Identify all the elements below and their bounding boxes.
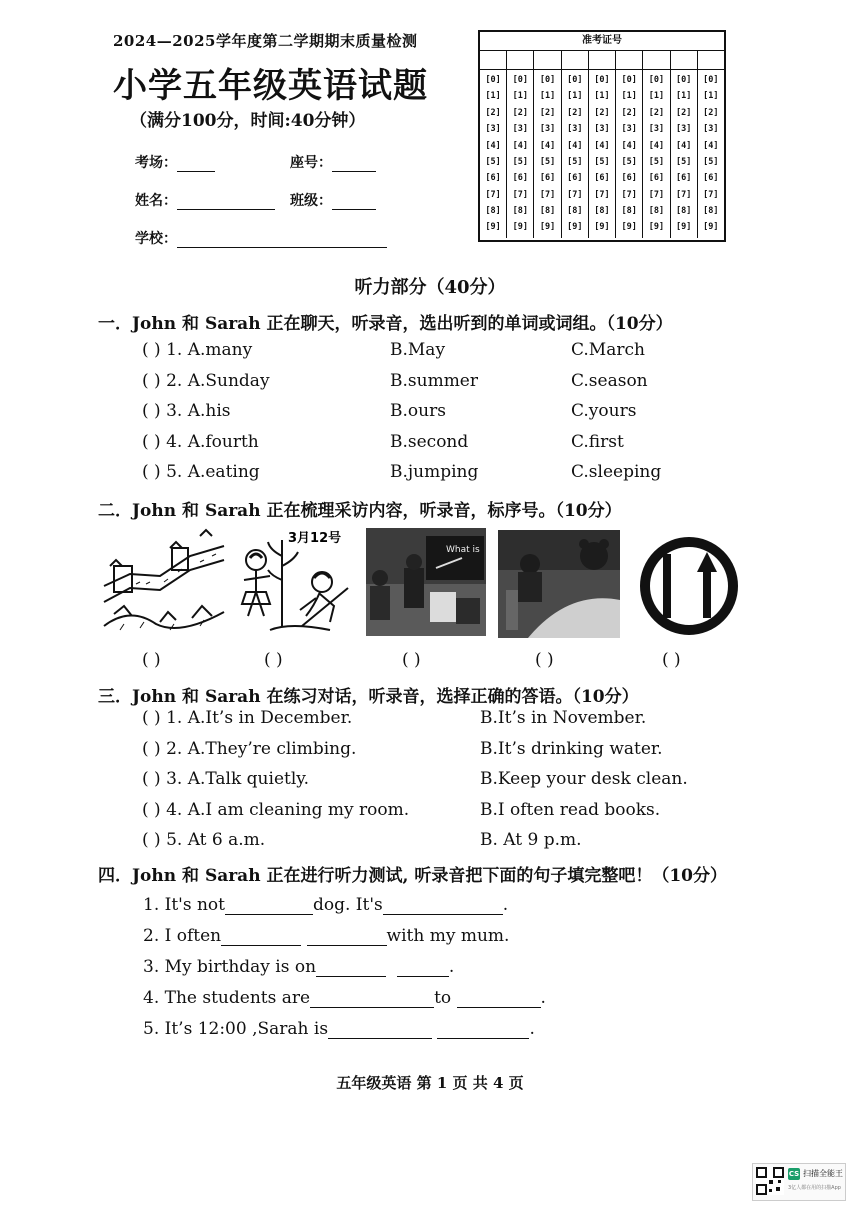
name-field[interactable] — [135, 190, 275, 210]
section1-title: 一．John 和 Sarah 正在聊天，听录音，选出听到的单词或词组。（10分） — [98, 314, 673, 334]
digit-bubble[interactable]: [8] — [512, 206, 528, 217]
fill-4-blank-2[interactable] — [457, 993, 541, 1008]
digit-bubble[interactable]: [4] — [567, 140, 583, 151]
digit-bubble[interactable]: [8] — [621, 206, 637, 217]
section1-option-c-3: C.yours — [571, 401, 637, 421]
digit-bubble[interactable]: [2] — [512, 107, 528, 118]
digit-bubble[interactable]: [8] — [648, 206, 665, 217]
digit-bubble[interactable]: [5] — [621, 156, 637, 167]
digit-bubble[interactable]: [0] — [567, 74, 583, 85]
digit-bubble[interactable]: [2] — [648, 107, 665, 118]
exam-id-column[interactable] — [534, 70, 561, 238]
digit-bubble[interactable]: [5] — [567, 156, 583, 167]
exam-id-grid[interactable] — [478, 30, 726, 242]
exam-id-boxes — [480, 51, 724, 70]
fill-1-text-a: 1. It's not — [143, 895, 225, 915]
fill-sentence-4[interactable] — [143, 988, 546, 1008]
digit-bubble[interactable]: [4] — [512, 140, 528, 151]
digit-bubble[interactable]: [3] — [594, 124, 610, 135]
digit-bubble[interactable]: [3] — [485, 124, 501, 135]
digit-bubble[interactable]: [2] — [703, 107, 719, 118]
fill-1-text-c: . — [502, 895, 509, 915]
fill-sentence-3[interactable] — [143, 957, 454, 977]
digit-bubble[interactable]: [7] — [703, 189, 719, 200]
digit-bubble[interactable]: [4] — [594, 140, 610, 151]
section3-option-b-2: B.It’s drinking water. — [480, 739, 663, 759]
section2-title: 二．John 和 Sarah 正在梳理采访内容，听录音，标序号。（10分） — [98, 501, 622, 521]
digit-bubble[interactable]: [5] — [648, 156, 665, 167]
digit-bubble[interactable]: [9] — [675, 222, 692, 233]
digit-bubble[interactable]: [9] — [621, 222, 637, 233]
digit-bubble[interactable]: [4] — [648, 140, 665, 151]
fill-5-text-b: . — [529, 1019, 535, 1039]
digit-bubble[interactable]: [5] — [512, 156, 528, 167]
digit-bubble[interactable]: [7] — [675, 189, 692, 200]
section3-question-4[interactable]: ( ) 4. A.I am cleaning my room. — [142, 800, 410, 820]
picture-order-answer-5[interactable]: ( ) — [662, 650, 681, 670]
section3-option-b-5: B. At 9 p.m. — [480, 830, 582, 850]
score-line: （满分100分，时间:40分钟） — [130, 111, 366, 131]
digit-bubble[interactable]: [3] — [539, 124, 556, 135]
digit-bubble[interactable]: [8] — [567, 206, 583, 217]
digit-bubble[interactable]: [7] — [648, 189, 665, 200]
digit-bubble[interactable]: [7] — [621, 189, 637, 200]
section3-title: 三．John 和 Sarah 在练习对话，听录音，选择正确的答语。（10分） — [98, 687, 639, 707]
fill-sentence-1[interactable] — [143, 895, 508, 915]
digit-bubble[interactable]: [8] — [539, 206, 556, 217]
digit-bubble[interactable]: [7] — [567, 189, 583, 200]
digit-bubble[interactable]: [3] — [621, 124, 637, 135]
section3-question-1[interactable]: ( ) 1. A.It’s in December. — [142, 708, 353, 728]
section1-option-c-5: C.sleeping — [571, 462, 662, 482]
listening-title: 听力部分（40分） — [354, 277, 506, 298]
exam-id-column[interactable] — [562, 70, 589, 238]
fill-5-blank-1[interactable] — [328, 1024, 432, 1039]
section1-option-c-1: C.March — [571, 340, 645, 360]
digit-bubble[interactable]: [1] — [648, 91, 665, 102]
section1-question-5[interactable]: ( ) 5. A.eating — [142, 462, 260, 482]
digit-bubble[interactable]: [5] — [703, 156, 719, 167]
digit-bubble[interactable]: [3] — [703, 124, 719, 135]
digit-bubble[interactable]: [5] — [539, 156, 556, 167]
exam-id-column[interactable] — [671, 70, 698, 238]
classroom-photo — [366, 528, 486, 636]
scanner-name: 扫描全能王 — [803, 1169, 843, 1178]
fill-4-blank-1[interactable] — [310, 993, 434, 1008]
seat-field[interactable] — [290, 152, 376, 172]
section3-option-b-3: B.Keep your desk clean. — [480, 769, 688, 789]
picture-order-answer-2[interactable]: ( ) — [264, 650, 283, 670]
digit-bubble[interactable]: [6] — [485, 173, 501, 184]
fill-2-blank-1[interactable] — [221, 931, 301, 946]
digit-bubble[interactable]: [1] — [567, 91, 583, 102]
one-way-sign-icon — [637, 532, 741, 640]
digit-bubble[interactable]: [0] — [594, 74, 610, 85]
digit-bubble[interactable]: [6] — [675, 173, 692, 184]
digit-bubble[interactable]: [6] — [539, 173, 556, 184]
digit-bubble[interactable]: [6] — [512, 173, 528, 184]
planting-trees-picture — [230, 526, 360, 638]
fill-4-text-a: 4. The students are — [143, 988, 311, 1008]
scanner-subtitle: 3亿人都在用的扫描App — [788, 1185, 841, 1191]
scanner-watermark — [752, 1163, 846, 1201]
fill-4-text-c: . — [540, 988, 546, 1008]
exam-id-column[interactable] — [643, 70, 670, 238]
digit-bubble[interactable]: [0] — [648, 74, 665, 85]
digit-bubble[interactable]: [0] — [512, 74, 528, 85]
digit-bubble[interactable]: [3] — [512, 124, 528, 135]
section1-question-4[interactable]: ( ) 4. A.fourth — [142, 432, 259, 452]
digit-bubble[interactable]: [7] — [512, 189, 528, 200]
digit-bubble[interactable]: [4] — [621, 140, 637, 151]
qr-code-icon — [756, 1167, 784, 1195]
fill-3-blank-2[interactable] — [397, 962, 449, 977]
fill-1-blank-1[interactable] — [225, 900, 313, 915]
animals-photo — [498, 530, 620, 638]
exam-room-label: 考场： — [135, 155, 177, 171]
fill-3-blank-1[interactable] — [316, 962, 386, 977]
section3-option-b-4: B.I often read books. — [480, 800, 661, 820]
digit-bubble[interactable]: [1] — [539, 91, 556, 102]
section3-question-2[interactable]: ( ) 2. A.They’re climbing. — [142, 739, 357, 759]
exam-id-column[interactable] — [589, 70, 616, 238]
exam-id-column[interactable] — [698, 70, 724, 238]
digit-bubble[interactable]: [6] — [648, 173, 665, 184]
exam-title: 小学五年级英语试题 — [113, 66, 428, 106]
digit-bubble[interactable]: [0] — [703, 74, 719, 85]
section1-option-b-4: B.second — [390, 432, 469, 452]
digit-bubble[interactable]: [2] — [567, 107, 583, 118]
digit-bubble[interactable]: [0] — [539, 74, 556, 85]
digit-bubble[interactable]: [5] — [485, 156, 501, 167]
scanner-badge: CS — [788, 1170, 800, 1178]
digit-bubble[interactable]: [9] — [594, 222, 610, 233]
exam-id-column[interactable] — [616, 70, 643, 238]
name-label: 姓名： — [135, 193, 177, 209]
digit-bubble[interactable]: [9] — [648, 222, 665, 233]
section1-option-b-1: B.May — [390, 340, 446, 360]
section1-option-b-3: B.ours — [390, 401, 446, 421]
digit-bubble[interactable]: [8] — [675, 206, 692, 217]
exam-id-column[interactable] — [507, 70, 534, 238]
digit-bubble[interactable]: [6] — [567, 173, 583, 184]
digit-bubble[interactable]: [3] — [675, 124, 692, 135]
fill-5-text-a: 5. It’s 12:00 ,Sarah is — [143, 1019, 329, 1039]
digit-bubble[interactable]: [1] — [594, 91, 610, 102]
section3-question-5[interactable]: ( ) 5. At 6 a.m. — [142, 830, 266, 850]
digit-bubble[interactable]: [5] — [675, 156, 692, 167]
digit-bubble[interactable]: [8] — [485, 206, 501, 217]
digit-bubble[interactable]: [9] — [485, 222, 501, 233]
digit-bubble[interactable]: [6] — [621, 173, 637, 184]
section1-option-b-2: B.summer — [390, 371, 478, 391]
digit-bubble[interactable]: [9] — [512, 222, 528, 233]
class-label: 班级： — [290, 193, 332, 209]
digit-bubble[interactable]: [1] — [512, 91, 528, 102]
picture-order-answer-4[interactable]: ( ) — [535, 650, 554, 670]
class-field[interactable] — [290, 190, 376, 210]
section1-question-1[interactable]: ( ) 1. A.many — [142, 340, 253, 360]
digit-bubble[interactable]: [1] — [621, 91, 637, 102]
digit-bubble[interactable]: [9] — [567, 222, 583, 233]
board-text: What is — [446, 545, 480, 555]
section1-question-2[interactable]: ( ) 2. A.Sunday — [142, 371, 270, 391]
digit-bubble[interactable]: [4] — [703, 140, 719, 151]
digit-bubble[interactable]: [1] — [703, 91, 719, 102]
digit-bubble[interactable]: [2] — [675, 107, 692, 118]
digit-bubble[interactable]: [0] — [485, 74, 501, 85]
fill-2-blank-2[interactable] — [307, 931, 387, 946]
digit-bubble[interactable]: [7] — [594, 189, 610, 200]
digit-bubble[interactable]: [6] — [594, 173, 610, 184]
fill-1-text-b: dog. It's — [313, 895, 383, 915]
school-field[interactable] — [135, 228, 387, 248]
digit-bubble[interactable]: [2] — [485, 107, 501, 118]
section1-question-3[interactable]: ( ) 3. A.his — [142, 401, 231, 421]
digit-bubble[interactable]: [8] — [703, 206, 719, 217]
planting-date: 3月12号 — [288, 531, 342, 546]
section4-title: 四．John 和 Sarah 正在进行听力测试, 听录音把下面的句子填完整吧！（10分） — [98, 866, 727, 886]
great-wall-picture — [100, 526, 228, 638]
section3-option-b-1: B.It’s in November. — [480, 708, 647, 728]
fill-1-blank-2[interactable] — [383, 900, 503, 915]
seat-label: 座号： — [290, 155, 332, 171]
digit-bubble[interactable]: [9] — [703, 222, 719, 233]
fill-sentence-5[interactable] — [143, 1019, 535, 1039]
fill-5-blank-2[interactable] — [437, 1024, 529, 1039]
picture-order-answer-1[interactable]: ( ) — [142, 650, 161, 670]
school-label: 学校： — [135, 231, 177, 247]
digit-bubble[interactable]: [8] — [594, 206, 610, 217]
digit-bubble[interactable]: [0] — [675, 74, 692, 85]
digit-bubble[interactable]: [4] — [485, 140, 501, 151]
digit-bubble[interactable]: [7] — [539, 189, 556, 200]
term-line: 2024—2025学年度第二学期期末质量检测 — [113, 32, 418, 50]
fill-2-text-a: 2. I often — [143, 926, 222, 946]
fill-3-text-b: . — [448, 957, 455, 977]
section1-option-c-4: C.first — [571, 432, 624, 452]
page-footer: 五年级英语 第 1 页 共 4 页 — [336, 1074, 524, 1092]
exam-id-bubbles[interactable] — [480, 70, 724, 238]
digit-bubble[interactable]: [2] — [539, 107, 556, 118]
digit-bubble[interactable]: [9] — [539, 222, 556, 233]
digit-bubble[interactable]: [3] — [567, 124, 583, 135]
digit-bubble[interactable]: [2] — [594, 107, 610, 118]
exam-id-title: 准考证号 — [480, 32, 724, 51]
fill-4-text-b: to — [434, 988, 452, 1008]
digit-bubble[interactable]: [6] — [703, 173, 719, 184]
digit-bubble[interactable]: [4] — [539, 140, 556, 151]
section3-question-3[interactable]: ( ) 3. A.Talk quietly. — [142, 769, 310, 789]
fill-sentence-2[interactable] — [143, 926, 509, 946]
picture-order-answer-3[interactable]: ( ) — [402, 650, 421, 670]
digit-bubble[interactable]: [1] — [675, 91, 692, 102]
digit-bubble[interactable]: [4] — [675, 140, 692, 151]
exam-id-column[interactable] — [480, 70, 507, 238]
digit-bubble[interactable]: [7] — [485, 189, 501, 200]
section1-option-c-2: C.season — [571, 371, 648, 391]
exam-room-field[interactable] — [135, 152, 215, 172]
section1-option-b-5: B.jumping — [390, 462, 479, 482]
digit-bubble[interactable]: [2] — [621, 107, 637, 118]
fill-3-text-a: 3. My birthday is on — [143, 957, 317, 977]
digit-bubble[interactable]: [5] — [594, 156, 610, 167]
digit-bubble[interactable]: [0] — [621, 74, 637, 85]
fill-2-text-b: with my mum. — [386, 926, 510, 946]
digit-bubble[interactable]: [1] — [485, 91, 501, 102]
digit-bubble[interactable]: [3] — [648, 124, 665, 135]
